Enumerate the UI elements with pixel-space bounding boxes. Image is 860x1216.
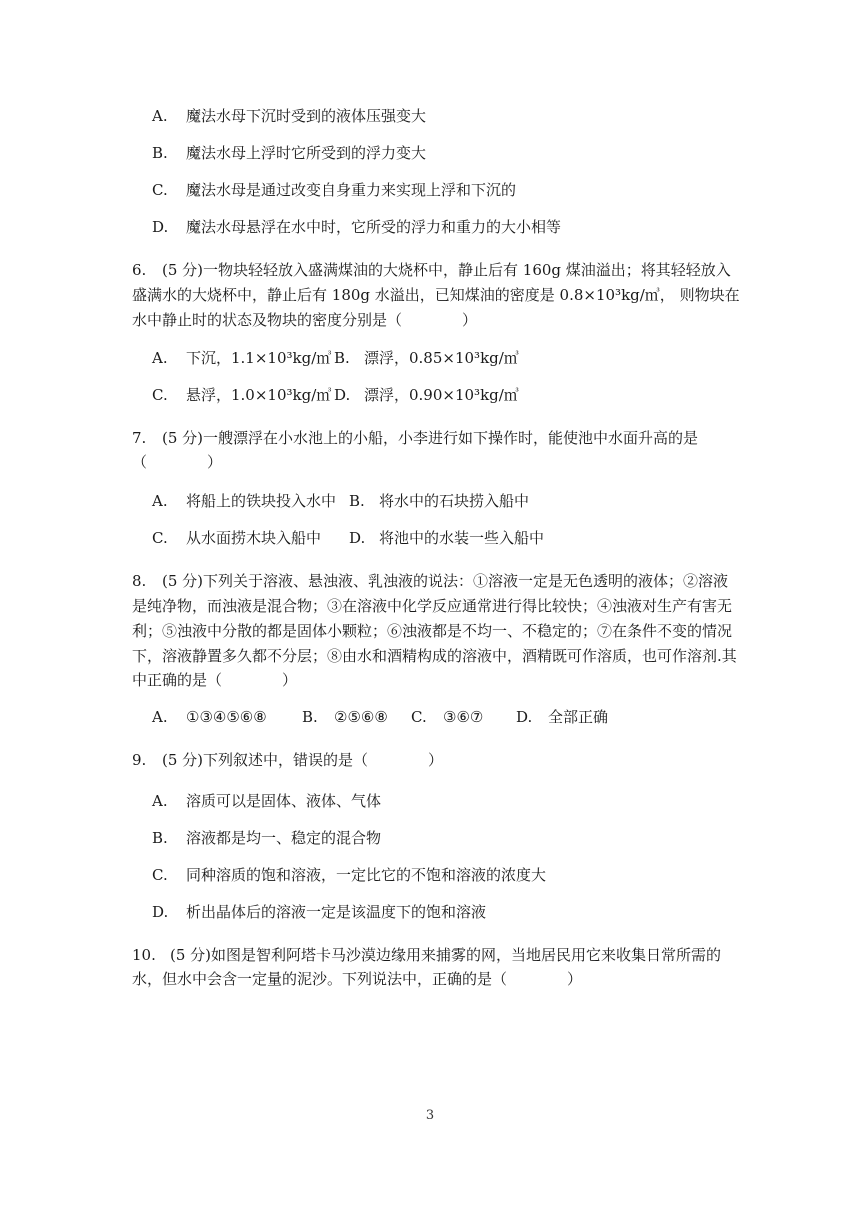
- option-letter: B.: [152, 829, 168, 847]
- question-number: 9.: [132, 751, 147, 769]
- option-letter: C.: [152, 866, 168, 884]
- option-letter: B.: [349, 492, 365, 510]
- option-letter: A.: [152, 708, 168, 726]
- option-text: 从水面捞木块入船中: [186, 529, 322, 547]
- question-points: (5 分): [162, 261, 204, 279]
- q5-option-d: [152, 217, 561, 237]
- option-text: 魔法水母是通过改变自身重力来实现上浮和下沉的: [186, 181, 517, 199]
- option-letter: C.: [152, 529, 168, 547]
- q8-stem-line4: 下，溶液静置多久都不分层；⑧由水和酒精构成的溶液中，酒精既可作溶质，也可作溶剂.其: [132, 647, 737, 665]
- q8-option-d: [516, 707, 608, 727]
- q7-option-a: [152, 491, 336, 511]
- q6-option-c: [152, 385, 331, 405]
- option-text: ②⑤⑥⑧: [334, 708, 388, 726]
- option-letter: D.: [334, 386, 351, 404]
- page-number: 3: [425, 1108, 435, 1123]
- q10-stem-line2: 水，但水中会含一定量的泥沙。下列说法中，正确的是（ ）: [132, 970, 583, 988]
- option-letter: A.: [152, 492, 168, 510]
- option-text: 同种溶质的饱和溶液，一定比它的不饱和溶液的浓度大: [186, 866, 547, 884]
- question-text: 一物块轻轻放入盛满煤油的大烧杯中，静止后有 160g 煤油溢出；将其轻轻放入: [203, 261, 731, 279]
- option-letter: B.: [152, 144, 168, 162]
- q6-stem-line2: 盛满水的大烧杯中，静止后有 180g 水溢出，已知煤油的密度是 0.8×10³kg/㎥， 则物块在: [132, 286, 740, 304]
- question-number: 6.: [132, 261, 147, 279]
- q8-stem-line5: 中正确的是（ ）: [132, 671, 298, 689]
- q9-option-d: [152, 902, 486, 922]
- question-number: 8.: [132, 572, 147, 590]
- question-text: 下列叙述中，错误的是（ ）: [203, 751, 444, 769]
- option-letter: D.: [152, 903, 169, 921]
- question-text: 一艘漂浮在小水池上的小船，小李进行如下操作时，能使池中水面升高的是: [203, 429, 699, 447]
- option-letter: C.: [152, 386, 168, 404]
- option-text: ③⑥⑦: [443, 708, 484, 726]
- option-text: 漂浮，0.90×10³kg/㎥: [364, 386, 519, 404]
- option-text: 将水中的石块捞入船中: [379, 492, 530, 510]
- q7-option-b: [349, 491, 529, 511]
- option-text: ①③④⑤⑥⑧: [186, 708, 267, 726]
- q9-option-a: [152, 791, 381, 811]
- q8-stem-line3: 利；⑤浊液中分散的都是固体小颗粒；⑥浊液都是不均一、不稳定的；⑦在条件不变的情况: [132, 622, 733, 640]
- option-letter: B.: [302, 708, 318, 726]
- option-letter: B.: [334, 349, 350, 367]
- q8-stem-line2: 是纯净物，而浊液是混合物；③在溶液中化学反应通常进行得比较快；④浊液对生产有害无: [132, 597, 733, 615]
- option-text: 全部正确: [548, 708, 609, 726]
- q7-stem-line1: [132, 428, 698, 448]
- question-text: 如图是智利阿塔卡马沙漠边缘用来捕雾的网，当地居民用它来收集日常所需的: [211, 946, 722, 964]
- option-text: 下沉，1.1×10³kg/㎥: [186, 349, 332, 367]
- question-number: 7.: [132, 429, 147, 447]
- question-points: (5 分): [162, 572, 204, 590]
- q9-stem-line1: [132, 750, 443, 770]
- q8-option-b: [302, 707, 388, 727]
- q6-option-d: [334, 385, 519, 405]
- option-letter: A.: [152, 349, 168, 367]
- option-text: 魔法水母上浮时它所受到的浮力变大: [186, 144, 427, 162]
- question-points: (5 分): [162, 751, 204, 769]
- option-letter: D.: [152, 218, 169, 236]
- question-number: 10.: [132, 946, 156, 964]
- q6-stem-line1: [132, 260, 731, 280]
- option-letter: A.: [152, 107, 168, 125]
- q8-stem-line1: [132, 571, 728, 591]
- question-text: 下列关于溶液、悬浊液、乳浊液的说法：①溶液一定是无色透明的液体；②溶液: [203, 572, 729, 590]
- option-text: 溶质可以是固体、液体、气体: [186, 792, 382, 810]
- question-points: (5 分): [162, 429, 204, 447]
- q7-stem-line2: （ ）: [132, 453, 223, 471]
- q10-stem-line1: [132, 945, 721, 965]
- option-text: 将池中的水装一些入船中: [379, 529, 545, 547]
- option-letter: C.: [152, 181, 168, 199]
- option-letter: D.: [516, 708, 533, 726]
- q8-option-c: [411, 707, 483, 727]
- q8-option-a: [152, 707, 267, 727]
- option-text: 析出晶体后的溶液一定是该温度下的饱和溶液: [186, 903, 487, 921]
- q7-option-d: [349, 528, 544, 548]
- option-text: 漂浮，0.85×10³kg/㎥: [364, 349, 519, 367]
- q9-option-b: [152, 828, 381, 848]
- q5-option-a: [152, 106, 426, 126]
- q5-option-c: [152, 180, 516, 200]
- q9-option-c: [152, 865, 546, 885]
- option-letter: C.: [411, 708, 427, 726]
- option-text: 将船上的铁块投入水中: [186, 492, 337, 510]
- question-points: (5 分): [170, 946, 212, 964]
- option-text: 魔法水母悬浮在水中时，它所受的浮力和重力的大小相等: [186, 218, 562, 236]
- q6-stem-line3: 水中静止时的状态及物块的密度分别是（ ）: [132, 311, 478, 329]
- q5-option-b: [152, 143, 426, 163]
- option-text: 悬浮，1.0×10³kg/㎥: [186, 386, 332, 404]
- q6-option-b: [334, 348, 519, 368]
- option-text: 溶液都是均一、稳定的混合物: [186, 829, 382, 847]
- option-letter: D.: [349, 529, 366, 547]
- q7-option-c: [152, 528, 321, 548]
- option-text: 魔法水母下沉时受到的液体压强变大: [186, 107, 427, 125]
- q6-option-a: [152, 348, 331, 368]
- option-letter: A.: [152, 792, 168, 810]
